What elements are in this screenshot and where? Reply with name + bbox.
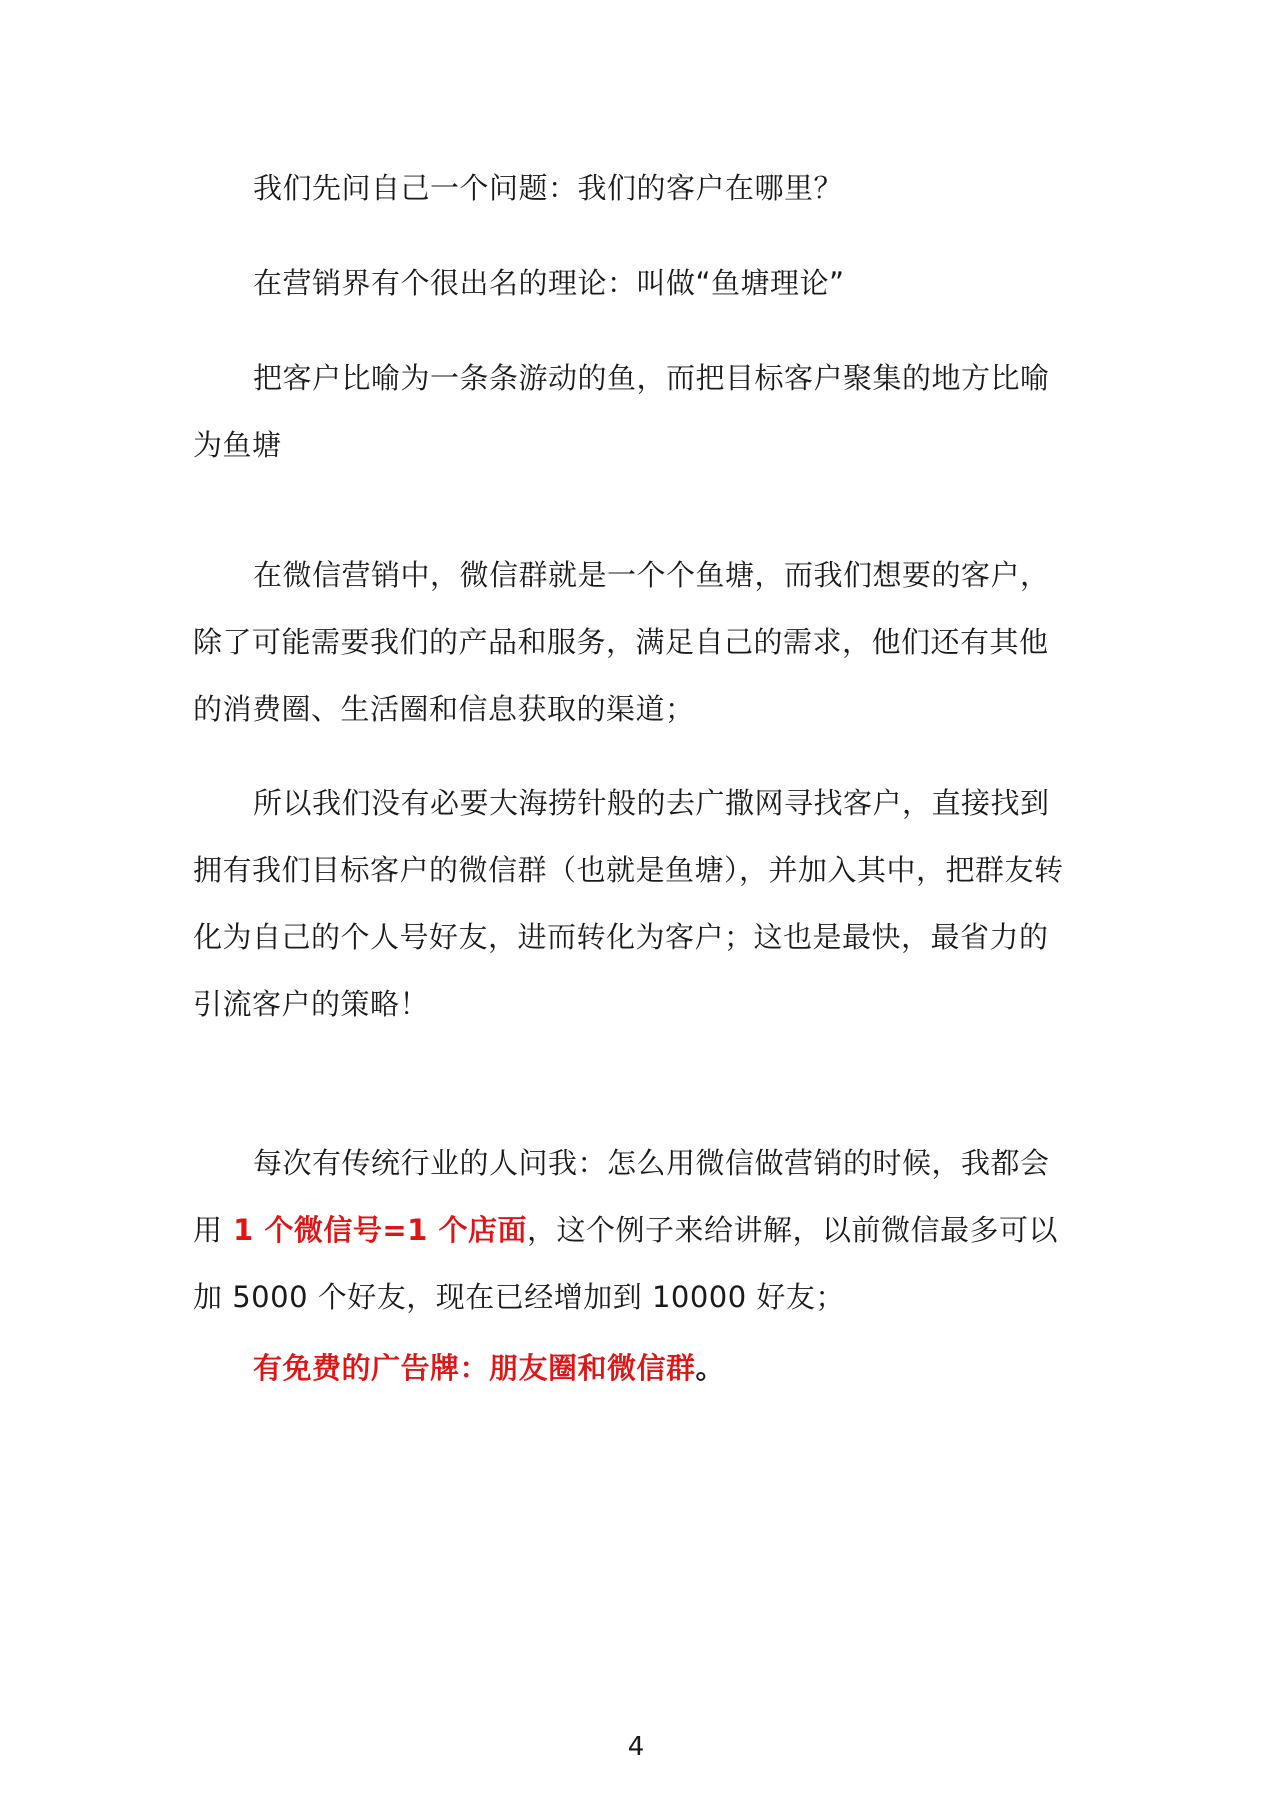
paragraph-strategy: 所以我们没有必要大海捞针般的去广撒网寻找客户，直接找到拥有我们目标客户的微信群（也就是鱼塘），并加入其中，把群友转化为自己的个人号好友，进而转化为客户；这也是最快，最省力的引流客户的策略！	[193, 786, 1064, 1021]
free-billboard-highlight: 有免费的广告牌：朋友圈和微信群	[253, 1351, 696, 1385]
paragraph-wechat-groups: 在微信营销中，微信群就是一个个鱼塘，而我们想要的客户，除了可能需要我们的产品和服务，满足自己的需求，他们还有其他的消费圈、生活圈和信息获取的渠道；	[193, 558, 1050, 726]
paragraph-fish-pond-theory: 在营销界有个很出名的理论：叫做“鱼塘理论”	[253, 266, 845, 300]
storefront-text-before: 每次有传统行业的人问我：怎么用微信做营销的时候，我都会用	[193, 1146, 1050, 1247]
paragraph-question: 我们先问自己一个问题：我们的客户在哪里？	[253, 171, 844, 205]
paragraph-free-billboard	[193, 1335, 1073, 1402]
page-number: 4	[627, 1732, 645, 1762]
storefront-highlight: 1 个微信号=1 个店面	[222, 1213, 527, 1247]
paragraph-fish-metaphor: 把客户比喻为一条条游动的鱼，而把目标客户聚集的地方比喻为鱼塘	[193, 361, 1050, 462]
storefront-text-after: ，这个例子来给讲解，以前微信最多可以加 5000 个好友，现在已经增加到 10000 好友；	[193, 1213, 1058, 1314]
paragraph-storefront-example	[193, 1130, 1073, 1331]
free-billboard-period: 。	[695, 1351, 726, 1385]
